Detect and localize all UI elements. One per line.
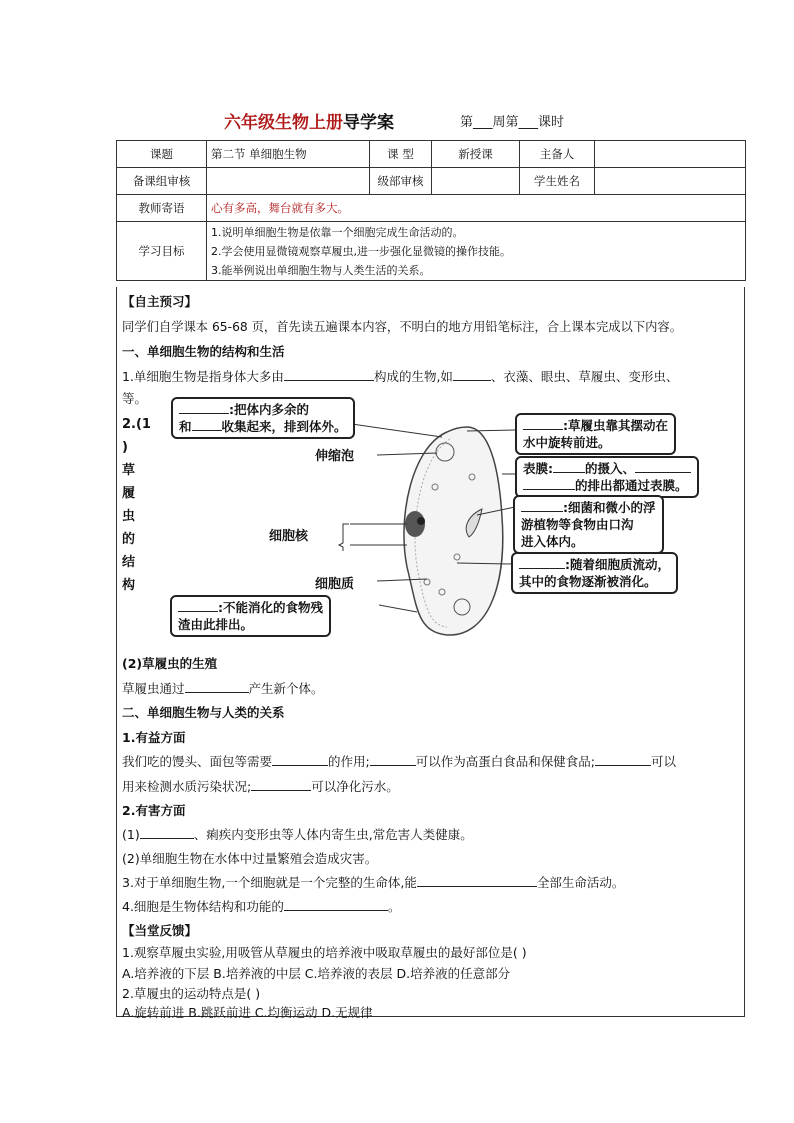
harm-line-1: (1) 、痢疾内变形虫等人体内寄生虫,常危害人类健康。 (122, 827, 473, 842)
student-name-value[interactable] (595, 168, 746, 195)
blank[interactable] (192, 418, 222, 431)
blank[interactable] (251, 778, 311, 791)
blank[interactable] (523, 477, 575, 490)
feedback-question-1: 1.观察草履虫实验,用吸管从草履虫的培养液中吸取草履虫的最好部位是( ) (122, 945, 527, 960)
info-table (116, 140, 746, 281)
preparer-value[interactable] (595, 141, 746, 168)
blank[interactable] (595, 753, 651, 766)
goal-3: 3.能举例说出单细胞生物与人类生活的关系。 (211, 263, 431, 277)
section-2-heading: 二、单细胞生物与人类的关系 (122, 705, 285, 720)
grade-review-value[interactable] (432, 168, 520, 195)
blank[interactable] (553, 460, 585, 473)
callout-pellicle: 表膜: 的摄入、 的排出都通过表膜。 (515, 456, 699, 498)
label-nucleus: 细胞核 (269, 529, 309, 544)
label-contractile-vacuole: 伸缩泡 (315, 449, 355, 464)
point-3: 3.对于单细胞生物,一个细胞就是一个完整的生命体,能 全部生命活动。 (122, 875, 625, 890)
blank[interactable] (521, 499, 563, 512)
blank[interactable] (272, 753, 328, 766)
goal-1: 1.说明单细胞生物是依靠一个细胞完成生命活动的。 (211, 225, 464, 239)
goals-label: 学习目标 (117, 222, 207, 281)
useful-line-2: 用来检测水质污染状况; 可以净化污水。 (122, 779, 399, 794)
callout-contractile-vacuole: :把体内多余的 和 收集起来，排到体外。 (171, 397, 355, 439)
student-name-label: 学生姓名 (520, 168, 595, 195)
topic-label: 课题 (117, 141, 207, 168)
blank[interactable] (140, 826, 194, 839)
blank[interactable] (523, 417, 563, 430)
intro-text: 同学们自学课本 65-68 页，首先读五遍课本内容，不明白的地方用铅笔标注，合上课本完成以下内容。 (122, 320, 683, 334)
blank[interactable] (284, 898, 388, 911)
preparer-label: 主备人 (520, 141, 595, 168)
feedback-question-2: 2.草履虫的运动特点是( ) (122, 986, 261, 1001)
group-review-value[interactable] (207, 168, 370, 195)
question-1: 1.单细胞生物是指身体大多由 构成的生物,如 、衣藻、眼虫、草履虫、变形虫、 (122, 369, 679, 384)
group-review-label: 备课组审核 (117, 168, 207, 195)
table-row (117, 168, 746, 195)
blank[interactable] (178, 599, 218, 612)
blank[interactable] (519, 556, 565, 569)
point-4: 4.细胞是生物体结构和功能的 。 (122, 899, 401, 914)
main-content (116, 287, 745, 1020)
grade-review-label: 级部审核 (370, 168, 432, 195)
callout-anal-pore: :不能消化的食物残 渣由此排出。 (170, 595, 331, 637)
page-title: 六年级生物上册导学案 (224, 113, 394, 133)
useful-heading: 1.有益方面 (122, 730, 186, 745)
micronucleus (417, 517, 425, 525)
lesson-type-value: 新授课 (432, 141, 520, 168)
feedback-question-1-options[interactable]: A.培养液的下层 B.培养液的中层 C.培养液的表层 D.培养液的任意部分 (122, 966, 511, 981)
callout-oral-groove: :细菌和微小的浮 游植物等食物由口沟 进入体内。 (513, 495, 664, 554)
preview-heading: 【自主预习】 (122, 294, 198, 309)
table-row (117, 141, 746, 168)
callout-cilia: :草履虫靠其摆动在 水中旋转前进。 (515, 413, 676, 455)
goal-2: 2.学会使用显微镜观察草履虫,进一步强化显微镜的操作技能。 (211, 244, 511, 258)
blank[interactable] (417, 874, 537, 887)
label-cytoplasm: 细胞质 (315, 577, 355, 592)
callout-food-vacuole: :随着细胞质流动， 其中的食物逐渐被消化。 (511, 552, 678, 594)
table-row (117, 222, 746, 281)
question-1-end: 等。 (122, 391, 148, 406)
teacher-message: 心有多高，舞台就有多大。 (207, 195, 746, 222)
feedback-heading: 【当堂反馈】 (122, 923, 198, 938)
harm-line-2: (2)单细胞生物在水体中过量繁殖会造成灾害。 (122, 851, 378, 866)
teacher-message-label: 教师寄语 (117, 195, 207, 222)
blank[interactable] (185, 680, 249, 693)
table-row (117, 195, 746, 222)
feedback-question-2-options[interactable]: A.旋转前进 B.跳跃前进 C.均衡运动 D.无规律 (122, 1005, 373, 1020)
reproduction-question: 草履虫通过 产生新个体。 (122, 681, 324, 696)
topic-value: 第二节 单细胞生物 (207, 141, 370, 168)
structure-side-label: 2.(1 ) 草 履 虫 的 结 构 (122, 417, 151, 593)
section-1-heading: 一、单细胞生物的结构和生活 (122, 344, 285, 359)
pointer-line (379, 605, 417, 612)
useful-line-1: 我们吃的馒头、面包等需要 的作用; 可以作为高蛋白食品和保健食品; 可以 (122, 754, 676, 769)
reproduction-heading: (2)草履虫的生殖 (122, 656, 218, 671)
blank[interactable] (635, 460, 691, 473)
harm-heading: 2.有害方面 (122, 803, 186, 818)
lesson-type-label: 课 型 (370, 141, 432, 168)
blank[interactable] (179, 401, 229, 414)
week-lesson-label: 第___周第___课时 (460, 115, 565, 130)
goals-cell (207, 222, 746, 281)
blank[interactable] (370, 753, 416, 766)
